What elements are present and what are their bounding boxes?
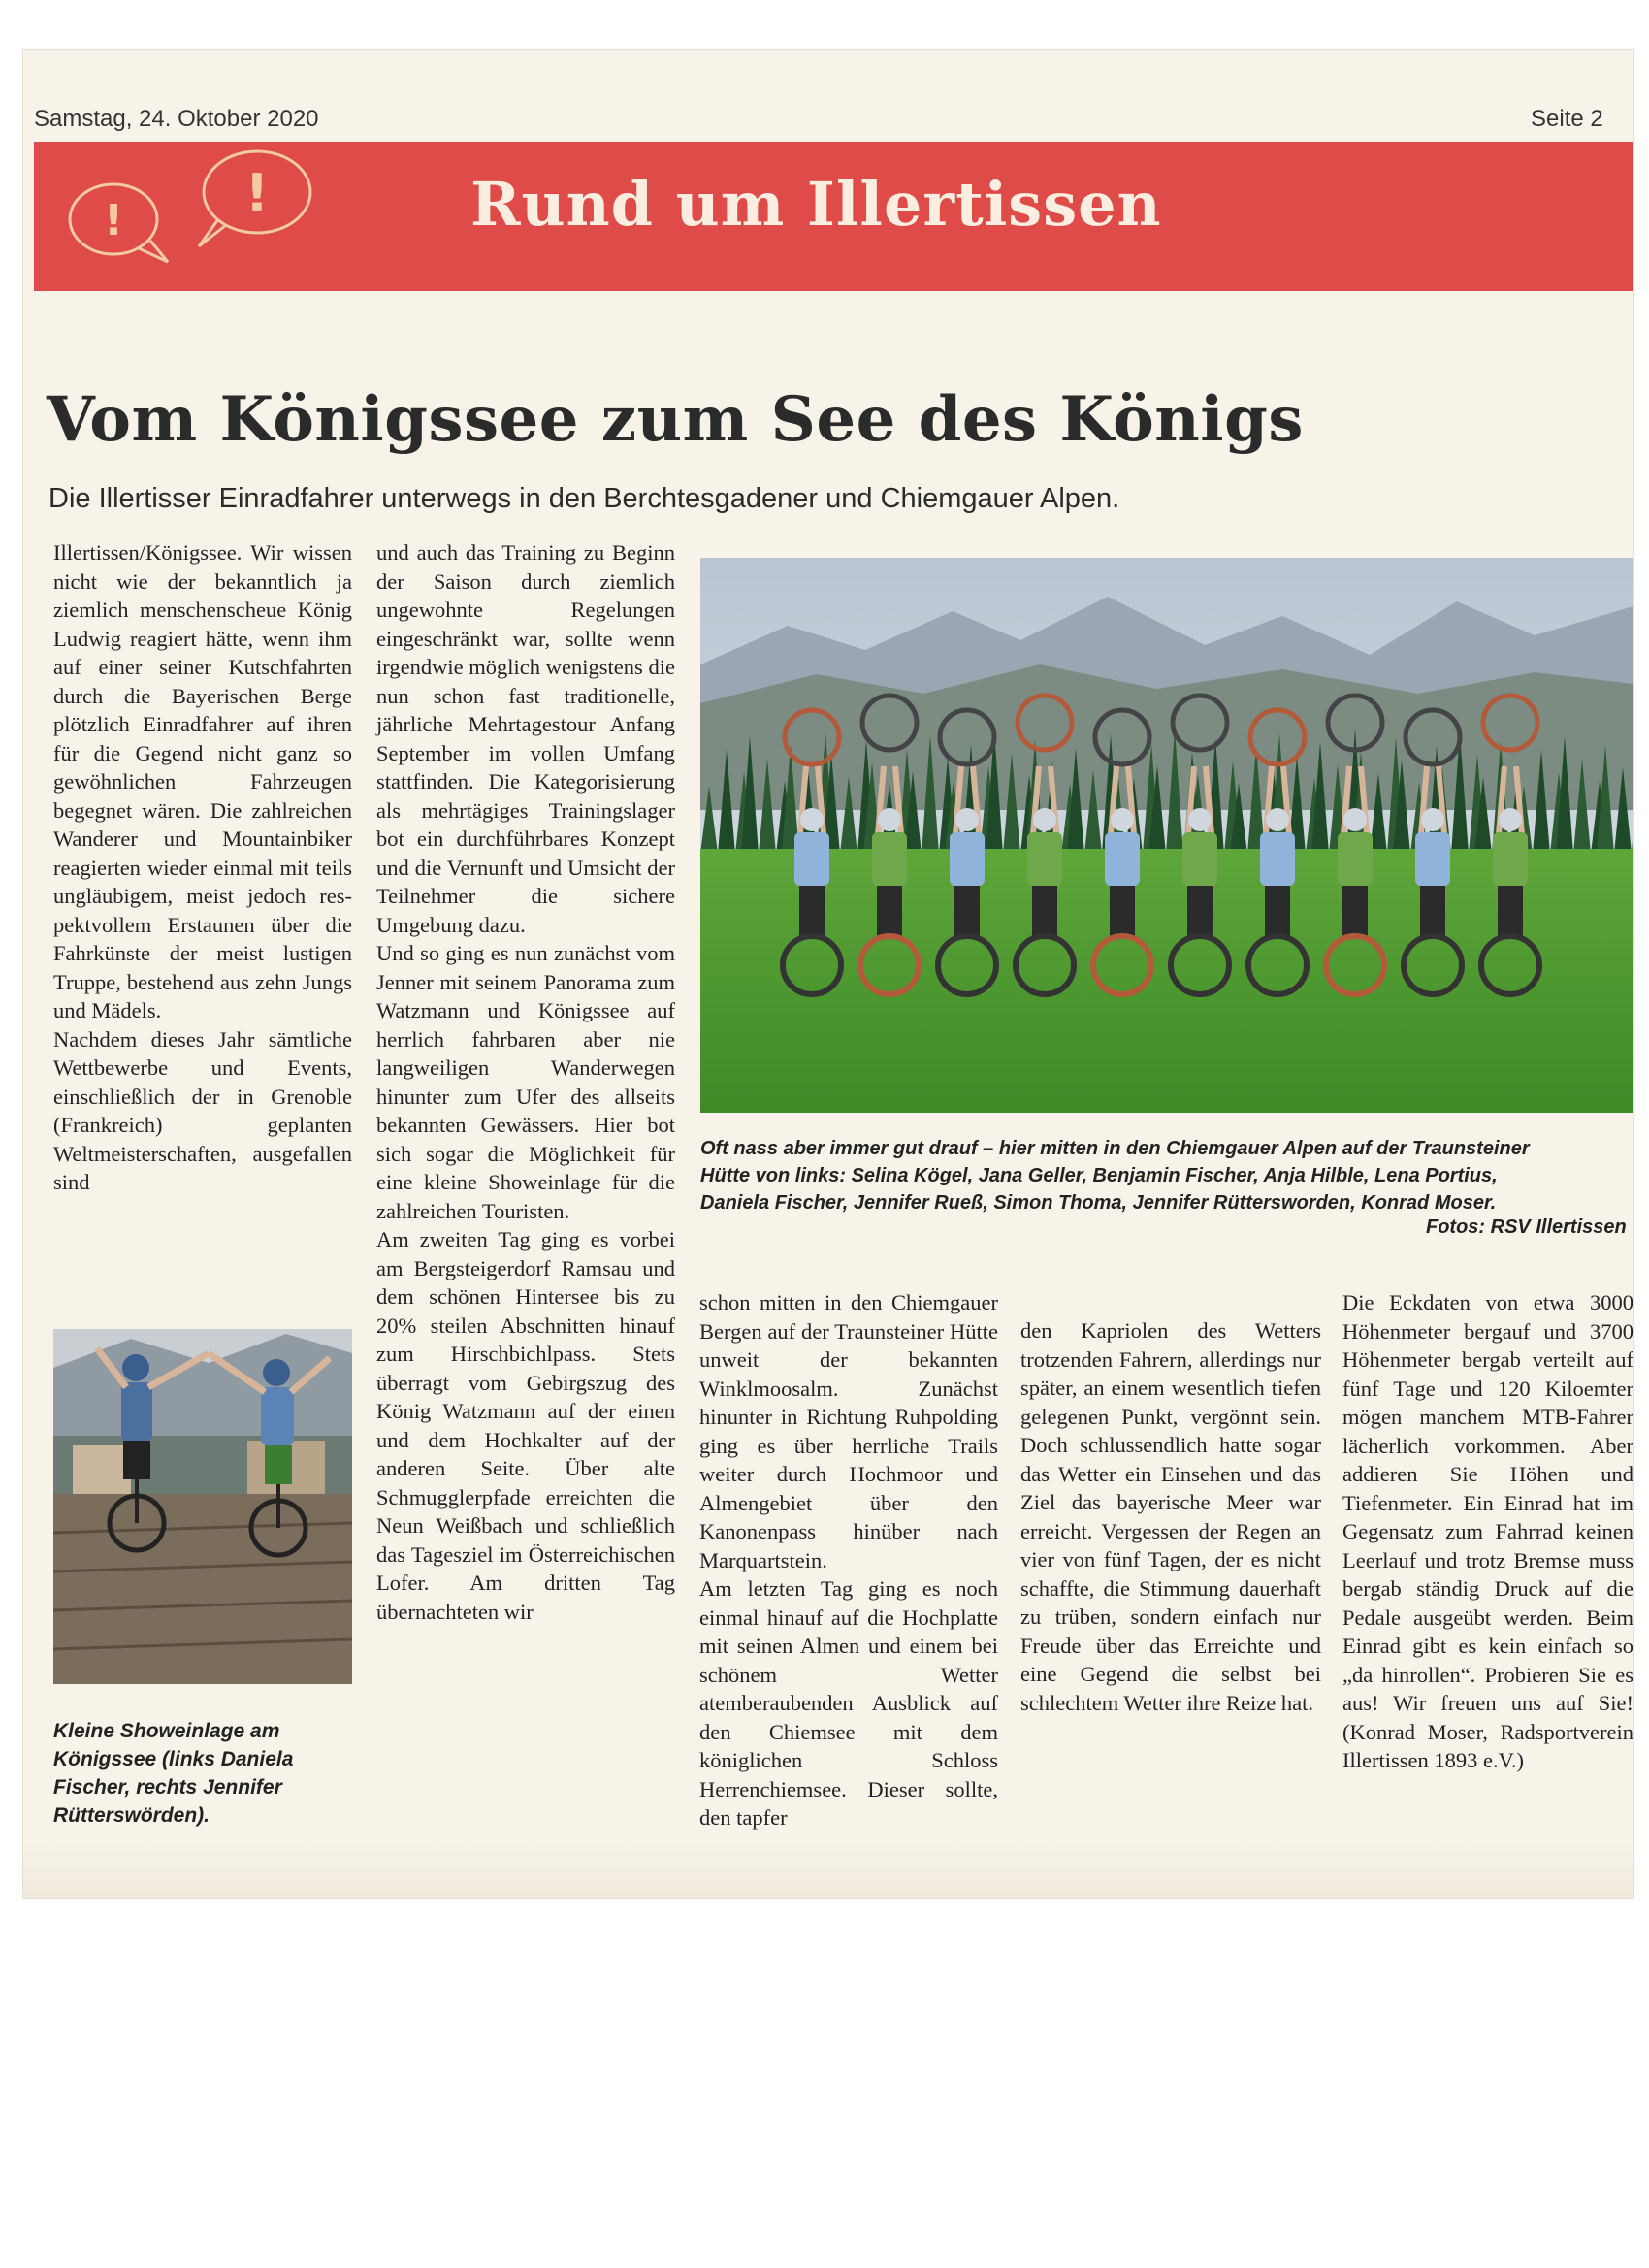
paragraph: und auch das Training zu Beginn der Saison durch ziemlich ungewohnte Regelungen eingeschränkt war, sollte wenn irgendwie möglich wenigstens die nun schon fast traditionelle, jährliche Mehrtagestour Anfang September im vollen Umfang stattfinden. Die Kategorisierung als mehrtägiges Trainingslager bot ein durchführbares Konzept und die Vernunft und Umsicht der Teilnehmer die sichere Umgebung dazu.: [376, 540, 675, 937]
small-photo-caption: Kleine Showeinlage am Königssee (links Daniela Fischer, rechts Jennifer Rütterswörden).: [53, 1720, 294, 1827]
bubble-right-mark: !: [244, 163, 270, 224]
speech-bubble-icon: [179, 142, 315, 258]
article-column-5: [1342, 1288, 1633, 1775]
paragraph: Am letzten Tag ging es noch einmal hinauf auf die Hochplatte mit seinen Almen und einem bei schönem Wetter atemberaubenden Ausblick auf den Chiemsee mit dem königlichen Schloss Herrenchiemsee. Dieser sollte, den tapfer: [699, 1576, 998, 1830]
paragraph: Die Eckdaten von etwa 3000 Höhenmeter bergauf und 3700 Höhenmeter bergab verteilt auf fünf Tage und 120 Kiloemter mögen manchem MTB-Fahrer lächerlich vorkommen. Aber addieren Sie Höhen und Tiefenmeter. Ein Einrad hat im Gegensatz zum Fahrrad keinen Leerlauf und trotz Bremse muss bergab ständig Druck auf die Pedale ausgeübt werden. Beim Einrad gibt es kein einfach so „da hinrollen“. Probieren Sie es aus! Wir freuen uns auf Sie! (Konrad Moser, Radsportverein Illertissen 1893 e.V.): [1342, 1290, 1633, 1772]
issue-date: Samstag, 24. Oktober 2020: [34, 106, 319, 132]
paragraph: Nachdem dieses Jahr sämtliche Wettbewerbe und Events, einschließlich der in Grenoble (Frankreich) geplanten Weltmeisterschaften, ausgefallen sind: [53, 1026, 352, 1194]
photo-credit: Fotos: RSV Illertissen: [1426, 1216, 1627, 1238]
paragraph: Am zweiten Tag ging es vorbei am Bergsteigerdorf Ramsau und dem schönen Hintersee bis zu 20% steilen Abschnitten hinauf zum Hirschbichlpass. Stets überragt vom Gebirgszug des König Watzmann auf der einen und dem Hochkalter auf der anderen Seite. Über alte Schmugglerpfade erreichten die Neun Weißbach und schließlich das Tagesziel im Österreichischen Lofer. Am dritten Tag übernachteten wir: [376, 1227, 675, 1624]
showeinlage-photo: [53, 1329, 352, 1684]
paragraph: schon mitten in den Chiemgauer Bergen auf der Traunsteiner Hütte unweit der bekannten Winklmoosalm. Zunächst hinunter in Richtung Ruhpolding ging es über herrliche Trails weiter durch Hochmoor und Almengebiet über den Kanonenpass hinüber nach Marquartstein.: [699, 1290, 998, 1572]
section-title: Rund um Illertissen: [470, 169, 1162, 240]
speech-bubble-icon: [63, 169, 184, 266]
article-subhead: Die Illertisser Einradfahrer unterwegs in den Berchtesgadener und Chiemgauer Alpen.: [48, 483, 1120, 514]
page-number: Seite 2: [1531, 106, 1603, 132]
article-headline: Vom Königssee zum See des Königs: [47, 383, 1304, 456]
main-photo-caption: Oft nass aber immer gut drauf – hier mitten in den Chiemgauer Alpen auf der Traunsteiner Hütte von links: Selina Kögel, Jana Geller, Benjamin Fischer, Anja Hilble, Lena Portius, Daniela Fischer, Jennifer Rueß, Simon Thoma, Jennifer Rüttersworden, Konrad Moser.: [700, 1138, 1530, 1214]
paragraph: Und so ging es nun zunächst vom Jenner mit seinem Panorama zum Watzmann und Königssee auf herrlich fahrbaren aber nie langweiligen Wanderwegen hinunter zum Ufer des allseits bekannten Gewässers. Hier bot sich sogar die Möglichkeit für eine kleine Showeinlage für die zahlreichen Touristen.: [376, 941, 675, 1223]
group-photo: [700, 558, 1633, 1113]
paragraph: Illertissen/Königssee. Wir wissen nicht wie der bekanntlich ja ziemlich menschenscheue König Ludwig reagiert hätte, wenn ihm auf einer seiner Kutschfahrten durch die Bayerischen Berge plötzlich Einradfahrer auf ihren für die Gegend nicht ganz so gewöhnlichen Fahrzeugen begegnet wären. Die zahlreichen Wanderer und Mountainbiker reagierten wieder einmal mit teils ungläubigem, meist jedoch res-pektvollem Erstaunen über die Fahrkünste der meist lustigen Truppe, bestehend aus zehn Jungs und Mädels.: [53, 540, 352, 1022]
article-column-1: [53, 538, 352, 1197]
article-column-2: [376, 538, 675, 1626]
paragraph: den Kapriolen des Wetters trotzenden Fahrern, allerdings nur später, an einem wesentlich tiefen gelegenen Punkt, vergönnt sein. Doch schlussendlich hatte sogar das Wetter ein Einsehen und das Ziel das bayerische Meer war erreicht. Vergessen der Regen an vier von fünf Tagen, der es nicht schaffte, die Stimmung dauerhaft zu trüben, sondern einfach nur Freude über das Erreichte und eine Gegend die selbst bei schlechtem Wetter ihre Reize hat.: [1020, 1318, 1321, 1715]
article-column-4: [1020, 1316, 1321, 1717]
photo-scene: [53, 1329, 352, 1684]
section-banner: [34, 142, 1633, 291]
photo-scene: [700, 558, 1633, 1113]
bubble-left-mark: !: [103, 196, 124, 245]
article-column-3: [699, 1288, 998, 1832]
